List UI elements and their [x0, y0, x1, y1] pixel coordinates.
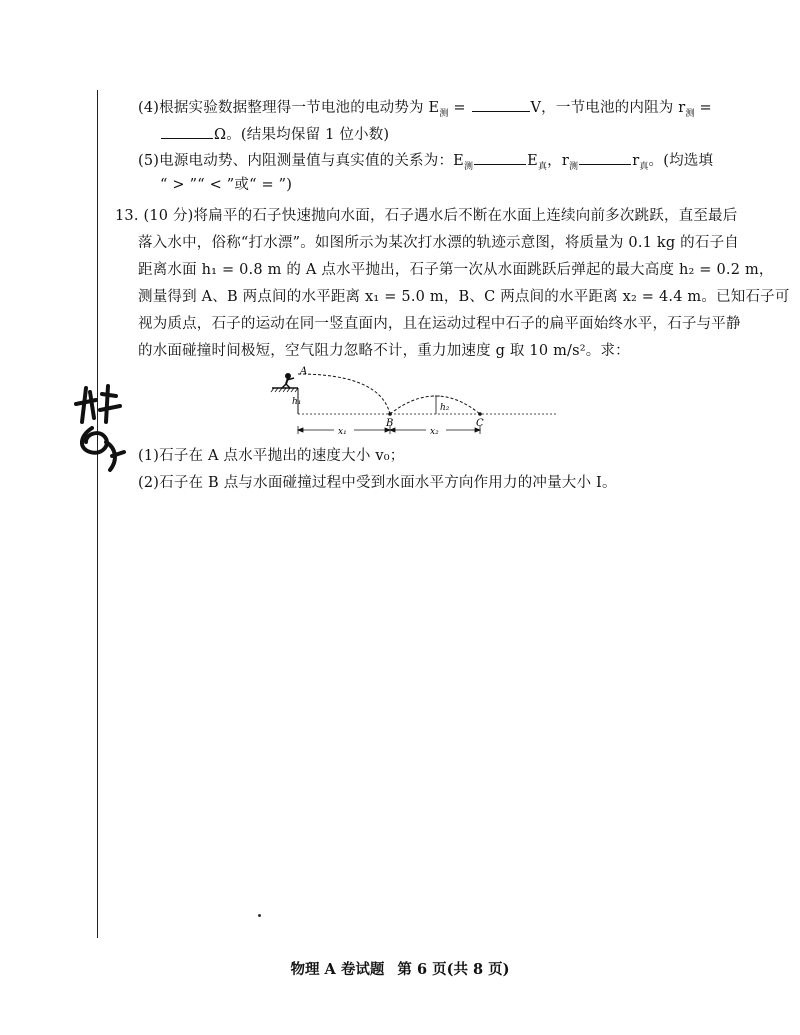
q12-part5-sub-e-measured: 测	[463, 161, 474, 172]
q12-part5-line1: (5)电源电动势、内阻测量值与真实值的关系为：$E_测$ $E_真$，$r_测$ $r_真$。(均选填	[138, 149, 713, 177]
page-footer	[0, 958, 800, 979]
q13-line4: 测量得到 A、B 两点间的水平距离 x₁ = 5.0 m，B、C 两点间的水平距离 x₂ = 4.4 m。已知石子可	[138, 289, 790, 305]
label-c: C	[476, 418, 484, 429]
blank-r-relation[interactable]	[579, 149, 631, 165]
q12-part5-sub-e-true: 真	[537, 161, 548, 172]
q12-part5-text-a: (5)电源电动势、内阻测量值与真实值的关系为：E	[138, 153, 464, 169]
q13-line1: 13. (10 分)将扁平的石子快速抛向水面，石子遇水后不断在水面上连续向前多次跳跃，直至最后	[115, 208, 738, 224]
q12-part5-sub-r-measured: 测	[568, 161, 579, 172]
q12-part5-line2: “ > ”“ < ”或“ = ”)	[160, 177, 293, 193]
q12-part4-sub-r: 测	[685, 108, 695, 119]
footer-page-number: 第 6 页(共 8 页)	[397, 961, 510, 978]
q12-part4-sub-e: 测	[439, 108, 449, 119]
label-h1: h₁	[292, 397, 302, 407]
label-h2: h₂	[440, 403, 450, 413]
q12-part4-line1	[138, 96, 712, 124]
q12-part4-text-e: Ω。(结果均保留 1 位小数)	[214, 127, 390, 143]
q13-line3: 距离水面 h₁ = 0.8 m 的 A 点水平抛出，石子第一次从水面跳跃后弹起的最大高度 h₂ = 0.2 m，	[138, 262, 774, 278]
blank-resistance[interactable]	[161, 123, 213, 139]
binding-margin-line	[97, 90, 98, 938]
person-figure	[282, 374, 294, 389]
skipping-stone-diagram	[270, 366, 560, 438]
q12-part5-sub-r-true: 真	[639, 161, 649, 172]
q13-sub1: (1)石子在 A 点水平抛出的速度大小 v₀；	[138, 448, 405, 464]
speck	[258, 914, 261, 917]
label-x2: x₂	[430, 427, 439, 437]
label-x1: x₁	[338, 427, 347, 437]
q12-part4-text-c: V，一节电池的内阻为 r	[530, 100, 686, 116]
q13-sub2: (2)石子在 B 点与水面碰撞过程中受到水面水平方向作用力的冲量大小 I。	[138, 475, 617, 491]
q13-line6: 的水面碰撞时间极短，空气阻力忽略不计，重力加速度 g 取 10 m/s²。求：	[138, 343, 630, 359]
handwritten-scribble	[72, 382, 132, 477]
q12-part5-text-b: ，r	[547, 153, 569, 169]
point-c	[478, 412, 482, 416]
q12-part4-text-b: =	[448, 100, 471, 116]
point-b	[388, 412, 392, 416]
q12-part5-text-c: r	[632, 153, 640, 169]
footer-title: 物理 A 卷试题	[290, 961, 385, 978]
q13-line2: 落入水中，俗称“打水漂”。如图所示为某次打水漂的轨迹示意图，将质量为 0.1 kg 的石子自	[138, 235, 739, 251]
q12-part5-text-d: 。(均选填	[648, 153, 714, 169]
blank-emf-relation[interactable]	[474, 149, 526, 165]
trajectory-arc1	[298, 374, 390, 414]
label-a: A	[300, 366, 308, 377]
q12-part4-line2	[160, 123, 389, 145]
q13-line5: 视为质点，石子的运动在同一竖直面内，且在运动过程中石子的扁平面始终水平，石子与平静	[138, 316, 741, 332]
label-b: B	[386, 418, 394, 429]
q12-part4-text-d: =	[694, 100, 712, 116]
trajectory-arc2	[390, 396, 480, 414]
q12-part4-text-a: (4)根据实验数据整理得一节电池的电动势为 E	[138, 100, 440, 116]
blank-emf[interactable]	[472, 96, 530, 112]
